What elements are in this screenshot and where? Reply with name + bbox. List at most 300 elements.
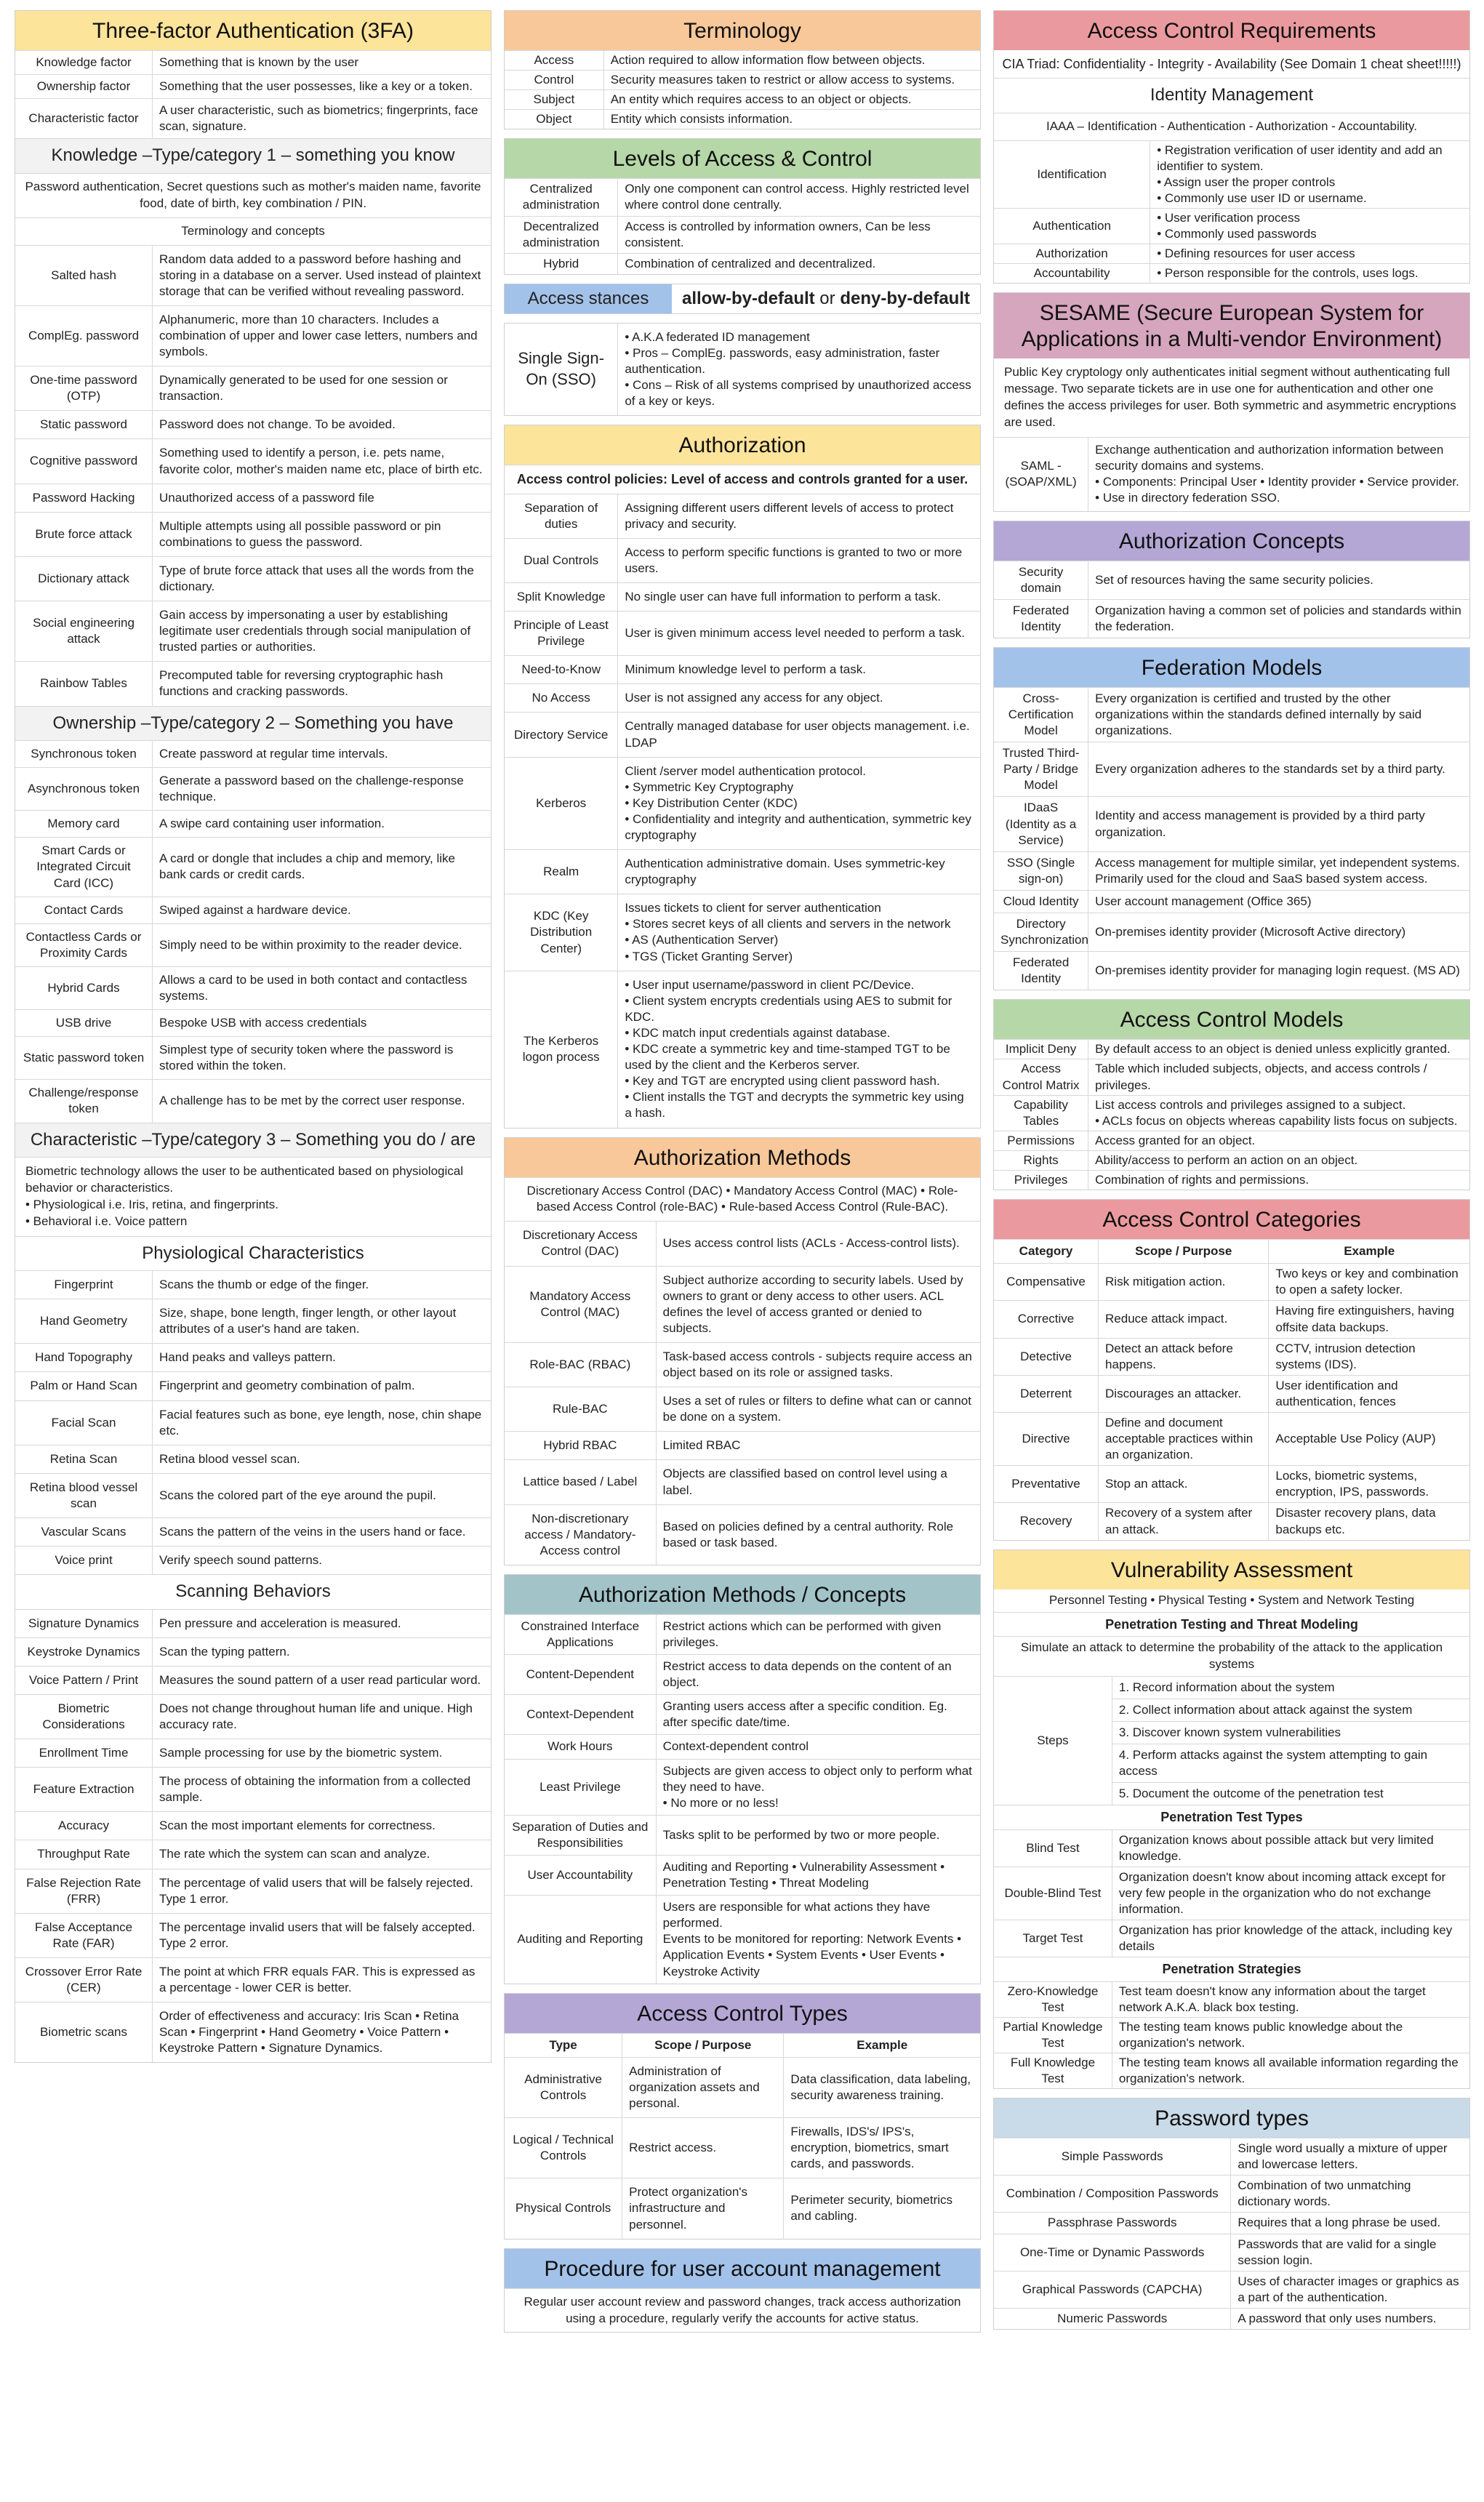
physio-table	[15, 1270, 491, 1574]
row-scope: Risk mitigation action.	[1099, 1264, 1269, 1301]
table-row	[994, 2138, 1469, 2176]
row-key: Smart Cards or Integrated Circuit Card (ICC)	[15, 838, 153, 897]
section-terminology	[504, 10, 981, 129]
table-row	[505, 656, 980, 684]
table-row	[994, 599, 1469, 638]
section-title: Authorization Methods	[505, 1138, 980, 1177]
value-line: Ability/access to perform an action on an object.	[1095, 1152, 1358, 1167]
table-row	[15, 966, 491, 1009]
pt-strats-table	[994, 1981, 1469, 2089]
row-value: Subject authorize according to security labels. Used by owners to grant or deny access to other users. ACL defines the level of access granted or denied to subjects.	[656, 1266, 980, 1342]
table-row	[994, 264, 1469, 284]
knowledge-table	[15, 245, 491, 706]
row-type: Deterrent	[994, 1375, 1099, 1412]
table-row	[15, 1473, 491, 1517]
steps-key: Steps	[994, 1676, 1112, 1805]
value-line: • No more or no less!	[662, 1795, 779, 1810]
table-row	[15, 740, 491, 767]
table-row	[15, 1547, 491, 1575]
row-value: Something that the user possesses, like a key or a token.	[153, 75, 491, 99]
row-key: Zero-Knowledge Test	[994, 1981, 1112, 2017]
row-key: Hand Topography	[15, 1344, 153, 1372]
table-row	[15, 439, 491, 484]
table-row	[994, 1171, 1469, 1190]
table-row	[505, 684, 980, 713]
row-value: Fingerprint and geometry combination of palm.	[153, 1372, 491, 1400]
stance-allow: allow-by-default	[681, 288, 815, 308]
row-value: Single word usually a mixture of upper and lowercase letters.	[1231, 2138, 1469, 2176]
row-value: Every organization is certified and trusted by the other organizations within the standards defined internally by said organizations.	[1088, 687, 1469, 742]
row-value: The rate which the system can scan and analyze.	[153, 1840, 491, 1869]
value-line: • Symmetric Key Cryptography	[625, 779, 794, 794]
row-key: Numeric Passwords	[994, 2308, 1231, 2329]
row-key: Dual Controls	[505, 538, 618, 582]
table-row	[505, 971, 980, 1127]
row-example: Having fire extinguishers, having offsite data backups.	[1269, 1301, 1469, 1338]
table-row	[15, 1869, 491, 1913]
row-key: Privileges	[994, 1171, 1088, 1190]
row-value	[1150, 244, 1469, 264]
section-sso	[504, 323, 981, 416]
row-key: Dictionary attack	[15, 556, 153, 601]
table-row	[505, 1759, 980, 1815]
table-row	[994, 952, 1469, 990]
row-value: Limited RBAC	[656, 1432, 980, 1460]
row-value: Verify speech sound patterns.	[153, 1547, 491, 1575]
value-line: • Confidentiality and integrity and authentication, symmetric key cryptography	[625, 811, 971, 843]
row-key: Signature Dynamics	[15, 1609, 153, 1637]
table-row	[15, 2002, 491, 2063]
table-row	[15, 484, 491, 512]
table-row	[994, 244, 1469, 264]
table-row	[15, 512, 491, 556]
row-value: Security measures taken to restrict or allow access to systems.	[603, 71, 980, 90]
row-example: Locks, biometric systems, encryption, IPS, passwords.	[1269, 1466, 1469, 1503]
table-row	[505, 1735, 980, 1759]
row-example: Data classification, data labeling, security awareness training.	[784, 2057, 980, 2117]
row-key: Static password token	[15, 1037, 153, 1080]
row-value: Test team doesn't know any information about the target network A.K.A. black box testing.	[1112, 1981, 1469, 2017]
auth-methods-intro: Discretionary Access Control (DAC) • Mandatory Access Control (MAC) • Role-based Access Control (role-BAC) • Rule-based Access Control (Rule-BAC).	[505, 1177, 980, 1222]
table-row	[994, 2017, 1469, 2053]
row-key: One-time password (OTP)	[15, 366, 153, 411]
table-row	[505, 494, 980, 538]
row-key: Auditing and Reporting	[505, 1896, 656, 1984]
value-line: • Person responsible for the controls, uses logs.	[1157, 266, 1419, 281]
section-ac-models	[993, 999, 1470, 1190]
row-value: A swipe card containing user information.	[153, 811, 491, 838]
row-scope: Reduce attack impact.	[1099, 1301, 1269, 1338]
row-value: Task-based access controls - subjects require access an object based on its role or assigned tasks.	[656, 1342, 980, 1387]
row-key: Federated Identity	[994, 599, 1088, 638]
row-value: Passwords that are valid for a single session login.	[1231, 2234, 1469, 2271]
list-line: Biometric technology allows the user to be authenticated based on physiological behavior or characteristics.	[25, 1163, 463, 1195]
table-row	[505, 2178, 980, 2239]
row-type: Recovery	[994, 1503, 1099, 1540]
row-value: The percentage invalid users that will be falsely accepted. Type 2 error.	[153, 1913, 491, 1957]
row-value	[1088, 1040, 1469, 1059]
table-row	[505, 538, 980, 582]
table-row	[505, 1614, 980, 1654]
row-example: User identification and authentication, fences	[1269, 1375, 1469, 1412]
column-right	[993, 10, 1470, 2338]
table-row	[15, 1037, 491, 1080]
value-line: Restrict actions which can be performed with given privileges.	[662, 1619, 942, 1649]
value-line: User is given minimum access level needed to perform a task.	[625, 626, 966, 641]
procedure-text: Regular user account review and password changes, track access authorization using a procedure, regularly verify the accounts for active status.	[505, 2288, 980, 2333]
row-key: Directory Synchronization	[994, 913, 1088, 952]
section-sesame	[993, 292, 1470, 511]
table-row	[15, 838, 491, 897]
physio-sub: Physiological Characteristics	[15, 1236, 491, 1270]
row-type: Compensative	[994, 1264, 1099, 1301]
step-item: 2. Collect information about attack against the system	[1112, 1699, 1469, 1721]
value-line: • KDC match input credentials against database.	[625, 1025, 891, 1040]
row-key: Access Control Matrix	[994, 1059, 1088, 1095]
value-line: • AS (Authentication Server)	[625, 933, 779, 947]
row-value	[656, 1856, 980, 1896]
row-value	[618, 684, 980, 713]
saml-items	[1088, 438, 1469, 511]
row-value: Based on policies defined by a central authority. Role based or task based.	[656, 1504, 980, 1565]
ac-req-table	[994, 140, 1469, 284]
row-value	[618, 656, 980, 684]
table-row	[15, 601, 491, 662]
row-key: Feature Extraction	[15, 1768, 153, 1812]
table-row	[505, 1856, 980, 1896]
levels-table	[505, 178, 980, 273]
row-value: Organization doesn't know about incoming attack except for very few people in the organization who do not exchange information.	[1112, 1867, 1469, 1920]
row-key: Passphrase Passwords	[994, 2213, 1231, 2234]
value-line: User is not assigned any access for any object.	[625, 691, 883, 705]
table-row	[994, 1920, 1469, 1957]
vuln-intro: Personnel Testing • Physical Testing • System and Network Testing	[1048, 1592, 1415, 1607]
column-middle	[504, 10, 981, 2341]
list-line: • Components: Principal User • Identity provider • Service provider.	[1095, 475, 1459, 489]
row-key: Context-Dependent	[505, 1695, 656, 1735]
row-value: Random data added to a password before hashing and storing in a database on a server. Used instead of plaintext storage that can be verified without revealing password.	[153, 245, 491, 305]
sso-key: Single Sign-On (SSO)	[505, 324, 618, 415]
row-key: False Acceptance Rate (FAR)	[15, 1913, 153, 1957]
section-federation	[993, 647, 1470, 991]
characteristic-title: Characteristic –Type/category 3 – Something you do / are	[15, 1123, 491, 1157]
value-line: Centrally managed database for user objects management. i.e. LDAP	[625, 719, 970, 750]
table-row	[994, 1095, 1469, 1131]
pwd-table	[994, 2138, 1469, 2329]
row-key: Separation of Duties and Responsibilities	[505, 1815, 656, 1855]
section-title: Terminology	[505, 11, 980, 50]
row-value: Scan the typing pattern.	[153, 1637, 491, 1666]
strat-title: Penetration Strategies	[994, 1957, 1469, 1981]
value-line: Issues tickets to client for server authentication	[625, 901, 881, 915]
table-row	[994, 1981, 1469, 2017]
table-header-row	[994, 1240, 1469, 1264]
table-row	[15, 1445, 491, 1473]
row-key: Fingerprint	[15, 1271, 153, 1299]
row-value: The process of obtaining the information from a collected sample.	[153, 1768, 491, 1812]
row-scope: Discourages an attacker.	[1099, 1375, 1269, 1412]
iaaa: IAAA – Identification - Authentication - Authorization - Accountability.	[994, 113, 1469, 140]
section-levels	[504, 138, 981, 274]
table-row	[994, 797, 1469, 851]
row-value: Scans the pattern of the veins in the users hand or face.	[153, 1518, 491, 1547]
table-row	[15, 1812, 491, 1840]
row-value	[618, 713, 980, 757]
row-value	[1088, 1131, 1469, 1150]
stance-or: or	[814, 288, 841, 308]
table-row	[15, 768, 491, 811]
table-row	[994, 1301, 1469, 1338]
value-line: Subjects are given access to object only to perform what they need to have.	[662, 1763, 972, 1794]
row-key: Contactless Cards or Proximity Cards	[15, 923, 153, 966]
row-key: Double-Blind Test	[994, 1867, 1112, 1920]
value-line: Minimum knowledge level to perform a task.	[625, 662, 866, 677]
row-value: The testing team knows public knowledge about the organization's network.	[1112, 2017, 1469, 2053]
table-row	[505, 2118, 980, 2178]
ac-models-table	[994, 1039, 1469, 1190]
table-row	[505, 1896, 980, 1984]
row-value: Something used to identify a person, i.e. pets name, favorite color, mother's maiden name etc, place of birth etc.	[153, 439, 491, 484]
table-row	[994, 1040, 1469, 1059]
row-value: Something that is known by the user	[153, 51, 491, 75]
table-row	[505, 1222, 980, 1266]
row-value	[1088, 1095, 1469, 1131]
row-key: Constrained Interface Applications	[505, 1614, 656, 1654]
auth-concepts2-table	[994, 561, 1469, 638]
row-example: CCTV, intrusion detection systems (IDS).	[1269, 1338, 1469, 1375]
ac-types-table	[505, 2033, 980, 2239]
steps-table	[994, 1676, 1469, 1805]
section-stances	[504, 284, 981, 314]
row-scope: Define and document acceptable practices within an organization.	[1099, 1412, 1269, 1465]
value-line: • Key and TGT are encrypted using client password hash.	[625, 1074, 940, 1088]
row-key: Graphical Passwords (CAPCHA)	[994, 2271, 1231, 2308]
table-row	[994, 561, 1469, 599]
table-row	[505, 1432, 980, 1460]
row-key: Enrollment Time	[15, 1739, 153, 1768]
row-value: Access is controlled by information owners, Can be less consistent.	[618, 216, 980, 253]
row-value: A password that only uses numbers.	[1231, 2308, 1469, 2329]
row-key: Authentication	[994, 209, 1150, 244]
row-scope: Restrict access.	[622, 2118, 784, 2178]
row-key: Cognitive password	[15, 439, 153, 484]
table-row	[994, 742, 1469, 797]
row-key: Implicit Deny	[994, 1040, 1088, 1059]
table-row	[15, 556, 491, 601]
row-key: Discretionary Access Control (DAC)	[505, 1222, 656, 1266]
table-row	[505, 253, 980, 274]
row-value: Every organization adheres to the standards set by a third party.	[1088, 742, 1469, 797]
step-item: 1. Record information about the system	[1118, 1680, 1335, 1694]
ownership-title: Ownership –Type/category 2 – Something you have	[15, 706, 491, 740]
table-row	[15, 99, 491, 139]
table-row	[994, 1867, 1469, 1920]
table-row	[994, 2234, 1469, 2271]
row-value: Gain access by impersonating a user by establishing legitimate user credentials through social manipulation of trusted parties or authorities.	[153, 601, 491, 662]
steps-list	[1112, 1676, 1469, 1805]
row-key: Contact Cards	[15, 897, 153, 923]
table-row	[994, 2053, 1469, 2088]
row-value: Only one component can control access. Highly restricted level where control done centrally.	[618, 179, 980, 216]
row-key: Asynchronous token	[15, 768, 153, 811]
row-key: Rule-BAC	[505, 1387, 656, 1432]
row-key: Rights	[994, 1150, 1088, 1170]
row-value	[1150, 140, 1469, 208]
list-line: • Pros – ComplEg. passwords, easy administration, faster authentication.	[625, 345, 940, 377]
row-value: A challenge has to be met by the correct user response.	[153, 1080, 491, 1123]
table-row	[505, 1655, 980, 1695]
row-value: Create password at regular time intervals.	[153, 740, 491, 767]
row-key: IDaaS (Identity as a Service)	[994, 797, 1088, 851]
row-example: Disaster recovery plans, data backups etc.	[1269, 1503, 1469, 1540]
table-row	[994, 2308, 1469, 2329]
row-key: KDC (Key Distribution Center)	[505, 894, 618, 971]
sesame-desc: Public Key cryptology only authenticates initial segment without authenticating full message. Two separate tickets are in use one for authentication and other one defines the access privileges for user. Both symmetric and asymmetric encryptions are used.	[1004, 365, 1456, 430]
row-key: Trusted Third-Party / Bridge Model	[994, 742, 1088, 797]
table-row	[15, 1840, 491, 1869]
value-line: • KDC create a symmetric key and time-stamped TGT to be used by the client and the Kerberos server.	[625, 1042, 950, 1072]
table-row	[15, 1080, 491, 1123]
ac-categories-table	[994, 1239, 1469, 1540]
row-value	[656, 1614, 980, 1654]
auth-concepts-table	[505, 1614, 980, 1984]
table-row	[15, 662, 491, 706]
row-value: Allows a card to be used in both contact and contactless systems.	[153, 966, 491, 1009]
value-line: Access to perform specific functions is granted to two or more users.	[625, 545, 963, 575]
table-row	[994, 2176, 1469, 2213]
row-key: Authorization	[994, 244, 1150, 264]
table-row	[15, 1609, 491, 1637]
row-value: Action required to allow information flow between objects.	[603, 51, 980, 71]
row-key: SSO (Single sign-on)	[994, 851, 1088, 890]
row-key: Kerberos	[505, 757, 618, 849]
table-row	[994, 1264, 1469, 1301]
row-value: Organization having a common set of policies and standards within the federation.	[1088, 599, 1469, 638]
row-key: Centralized administration	[505, 179, 618, 216]
row-key: Least Privilege	[505, 1759, 656, 1815]
section-title: Levels of Access & Control	[505, 139, 980, 178]
row-value: Scans the thumb or edge of the finger.	[153, 1271, 491, 1299]
row-type: Directive	[994, 1412, 1099, 1465]
row-key: Non-discretionary access / Mandatory-Access control	[505, 1504, 656, 1565]
value-line: Client /server model authentication protocol.	[625, 763, 867, 778]
factors-table	[15, 50, 491, 138]
row-value: Requires that a long phrase be used.	[1231, 2213, 1469, 2234]
row-value: Set of resources having the same security policies.	[1088, 561, 1469, 599]
stances-label: Access stances	[505, 284, 672, 313]
stances-options	[672, 289, 980, 309]
value-line: • User input username/password in client PC/Device.	[625, 977, 915, 992]
row-key: Retina Scan	[15, 1445, 153, 1473]
stance-deny: deny-by-default	[840, 288, 971, 308]
row-key: Combination / Composition Passwords	[994, 2176, 1231, 2213]
list-line: • Behavioral i.e. Voice pattern	[25, 1214, 188, 1228]
section-title: Access Control Models	[994, 1000, 1469, 1039]
value-line: Authentication administrative domain. Uses symmetric-key cryptography	[625, 857, 945, 887]
terminology-sub: Terminology and concepts	[15, 217, 491, 245]
row-value: Precomputed table for reversing cryptographic hash functions and cracking passwords.	[153, 662, 491, 706]
row-value: Organization has prior knowledge of the attack, including key details	[1112, 1920, 1469, 1957]
row-key: No Access	[505, 684, 618, 713]
row-value: A user characteristic, such as biometrics; fingerprints, face scan, signature.	[153, 99, 491, 139]
row-key: Synchronous token	[15, 740, 153, 767]
section-password-types	[993, 2098, 1470, 2330]
row-value: Entity which consists information.	[603, 110, 980, 129]
value-line: Tasks split to be performed by two or more people.	[662, 1827, 940, 1842]
row-key: Principle of Least Privilege	[505, 612, 618, 656]
table-row	[994, 209, 1469, 244]
row-key: Characteristic factor	[15, 99, 153, 139]
table-row	[994, 1466, 1469, 1503]
value-line: • Assign user the proper controls	[1157, 175, 1336, 189]
section-auth-methods	[504, 1137, 981, 1565]
table-row	[15, 245, 491, 305]
row-key: Full Knowledge Test	[994, 2053, 1112, 2088]
column-header: Scope / Purpose	[1099, 1240, 1269, 1264]
row-key: Facial Scan	[15, 1400, 153, 1445]
row-value	[618, 612, 980, 656]
row-key: Partial Knowledge Test	[994, 2017, 1112, 2053]
table-row	[15, 1739, 491, 1768]
section-title: Access Control Categories	[994, 1200, 1469, 1239]
list-line: • Use in directory federation SSO.	[1095, 491, 1280, 505]
row-value: On-premises identity provider for managing login request. (MS AD)	[1088, 952, 1469, 990]
list-line: • Cons – Risk of all systems comprised by unauthorized access of a key or keys.	[625, 378, 971, 409]
value-line: Table which included subjects, objects, and access controls / privileges.	[1095, 1062, 1427, 1092]
row-key: Hybrid	[505, 253, 618, 274]
row-type: Corrective	[994, 1301, 1099, 1338]
row-value	[656, 1896, 980, 1984]
section-title: Vulnerability Assessment	[994, 1550, 1469, 1589]
row-key: Brute force attack	[15, 512, 153, 556]
row-value	[1150, 209, 1469, 244]
row-value	[618, 894, 980, 971]
section-title: Password types	[994, 2098, 1469, 2138]
section-auth-concepts2	[993, 521, 1470, 638]
row-scope: Detect an attack before happens.	[1099, 1338, 1269, 1375]
row-value: The testing team knows all available information regarding the organization's network.	[1112, 2053, 1469, 2088]
row-value	[618, 582, 980, 611]
section-title: Authorization	[505, 425, 980, 465]
row-value: Size, shape, bone length, finger length, or other layout attributes of a user's hand are taken.	[153, 1299, 491, 1344]
value-line: • Client system encrypts credentials using AES to submit for KDC.	[625, 993, 952, 1024]
row-value: The point at which FRR equals FAR. This is expressed as a percentage - lower CER is better.	[153, 1957, 491, 2002]
table-row	[505, 894, 980, 971]
row-key: Identification	[994, 140, 1150, 208]
table-header-row	[505, 2033, 980, 2057]
row-key: Biometric Considerations	[15, 1694, 153, 1739]
row-value: Identity and access management is provided by a third party organization.	[1088, 797, 1469, 851]
table-row	[15, 1010, 491, 1037]
row-key: Salted hash	[15, 245, 153, 305]
row-key: Access	[505, 51, 603, 71]
pt-title: Penetration Testing and Threat Modeling	[994, 1612, 1469, 1636]
row-key: Retina blood vessel scan	[15, 1473, 153, 1517]
row-key: Lattice based / Label	[505, 1460, 656, 1504]
value-line: • ACLs focus on objects whereas capability lists focus on subjects.	[1095, 1113, 1458, 1128]
table-row	[15, 51, 491, 75]
row-key: False Rejection Rate (FRR)	[15, 1869, 153, 1913]
ownership-table	[15, 740, 491, 1123]
section-title: Three-factor Authentication (3FA)	[15, 11, 491, 50]
column-header: Category	[994, 1240, 1099, 1264]
row-value	[618, 538, 980, 582]
table-row	[994, 851, 1469, 890]
row-value: Retina blood vessel scan.	[153, 1445, 491, 1473]
table-row	[505, 1695, 980, 1735]
value-line: Restrict access to data depends on the content of an object.	[662, 1659, 952, 1690]
value-line: • Key Distribution Center (KDC)	[625, 795, 798, 810]
